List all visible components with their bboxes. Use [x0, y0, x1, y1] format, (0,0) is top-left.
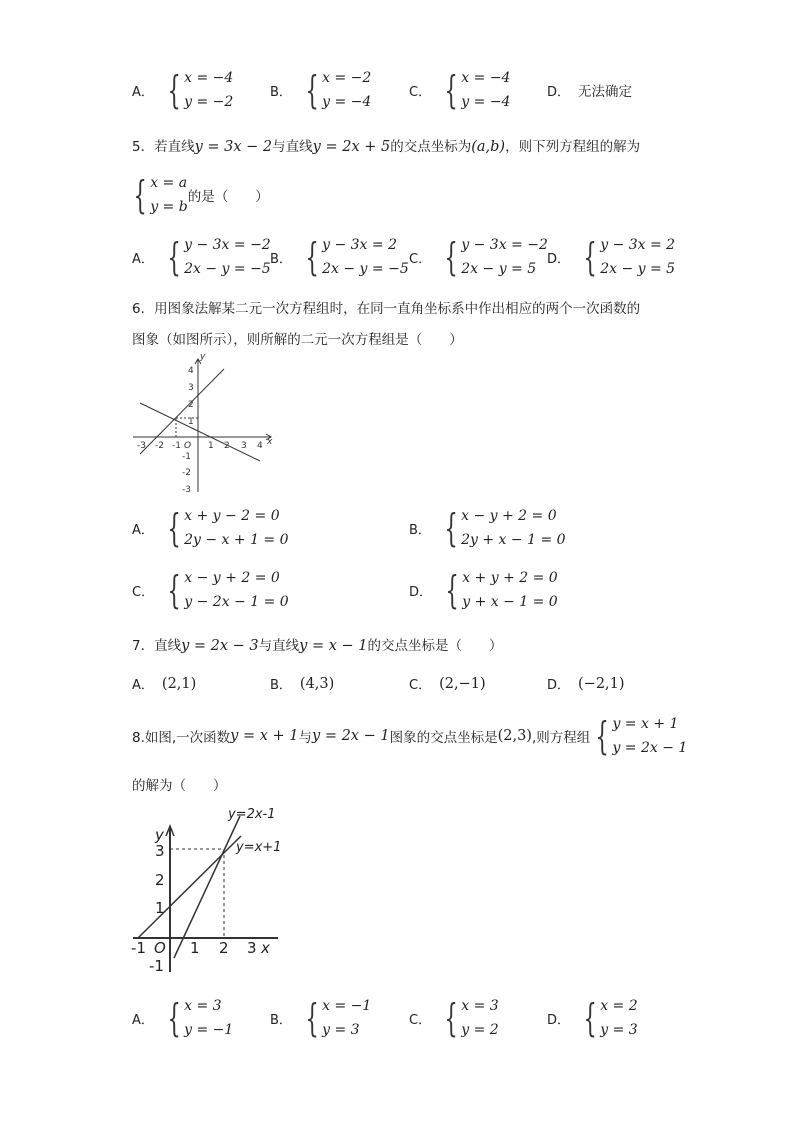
eq-line-1: y − 3x = 2 — [600, 237, 676, 253]
q5-option-d[interactable] — [547, 233, 675, 281]
y-tick: 1 — [188, 417, 194, 427]
option-label: D． — [547, 678, 571, 693]
eq-line-1: y = x + 1 — [612, 716, 679, 732]
y-tick: 1 — [155, 899, 165, 917]
option-label: B． — [270, 84, 292, 100]
eq-line-1: x = −4 — [184, 70, 234, 86]
eq-line-2: y = −4 — [461, 94, 511, 110]
q8-stem-line2: 的解为（ ） — [132, 778, 227, 794]
option-text: 无法确定 — [578, 84, 633, 100]
origin-label: O — [184, 441, 192, 451]
eq-line-2: 2x − y = 5 — [600, 261, 676, 277]
equation-system — [439, 994, 499, 1042]
text: 与直线 — [272, 139, 313, 155]
q6-option-d[interactable] — [409, 566, 558, 614]
equation-system — [162, 66, 233, 114]
math-point: (a,b) — [471, 139, 506, 155]
brace-icon: { — [305, 996, 319, 1040]
option-text: (2,1) — [161, 675, 197, 692]
option-text: (4,3) — [299, 675, 335, 692]
q5-stem-line1 — [132, 135, 640, 155]
q5-stem-line2 — [128, 171, 269, 219]
equation-system — [590, 712, 687, 760]
line-y-2x-minus-1 — [174, 816, 240, 958]
line-label-1: y=2x-1 — [228, 807, 276, 822]
q8-option-b[interactable] — [270, 994, 371, 1042]
q8-options — [0, 994, 794, 1044]
text: 5．若直线 — [132, 139, 195, 155]
eq-line-2: 2x − y = −5 — [184, 261, 271, 277]
eq-line-2: y + x − 1 = 0 — [462, 594, 558, 610]
brace-icon: { — [583, 235, 597, 279]
x-tick: 1 — [208, 441, 214, 451]
solution-system — [128, 171, 188, 219]
x-tick: 2 — [224, 441, 230, 451]
eq-line-2: 2x − y = −5 — [322, 261, 409, 277]
eq-line-1: y − 3x = −2 — [184, 237, 271, 253]
line-y-x-plus-1 — [138, 836, 241, 938]
x-tick: -1 — [172, 441, 181, 451]
q8-option-d[interactable] — [547, 994, 638, 1042]
eq-line-2: 2x − y = 5 — [461, 261, 537, 277]
brace-icon: { — [167, 235, 181, 279]
q4-option-b[interactable] — [270, 66, 371, 114]
q7-option-c[interactable] — [409, 674, 486, 693]
q6-option-a[interactable] — [132, 504, 289, 552]
brace-icon: { — [444, 996, 458, 1040]
q4-option-c[interactable] — [409, 66, 510, 114]
eq-line-1: x = −2 — [322, 70, 372, 86]
text: 8.如图,一次函数 — [132, 730, 231, 746]
q7-stem — [132, 634, 503, 654]
option-label: B． — [270, 251, 292, 267]
q6-stem-line1: 6．用图象法解某二元一次方程组时，在同一直角坐标系中作出相应的两个一次函数的 — [132, 301, 641, 317]
q6-options-ab — [0, 504, 794, 554]
y-tick: 3 — [155, 842, 165, 860]
text: ,则方程组 — [531, 730, 591, 746]
eq-line-1: x = 3 — [461, 998, 499, 1014]
brace-icon: { — [167, 996, 181, 1040]
equation-system — [439, 504, 566, 552]
q4-option-a[interactable] — [132, 66, 233, 114]
text: 的交点坐标是（ ） — [367, 638, 503, 654]
option-label: B． — [270, 678, 292, 693]
option-text: (2,−1) — [439, 675, 486, 692]
y-tick: -2 — [182, 468, 191, 478]
math-f2: y = 2x − 1 — [312, 728, 390, 744]
math-line2: y = x − 1 — [299, 638, 368, 654]
eq-line-2: y = −4 — [322, 94, 372, 110]
option-label: D． — [547, 84, 571, 100]
y-tick: 2 — [155, 871, 165, 889]
option-label: B． — [270, 1012, 292, 1028]
eq-line-2: y = 2x − 1 — [612, 740, 688, 756]
q8-option-c[interactable] — [409, 994, 499, 1042]
q6-options-cd — [0, 566, 794, 616]
eq-line-1: x = 2 — [600, 998, 638, 1014]
option-label: A． — [132, 522, 154, 538]
brace-icon: { — [444, 68, 458, 112]
q8-stem-line1 — [132, 712, 687, 760]
eq-line-2: y = 2 — [461, 1022, 499, 1038]
option-label: D． — [547, 1012, 571, 1028]
q6-stem-line2: 图象（如图所示），则所解的二元一次方程组是（ ） — [132, 332, 463, 348]
line-label-2: y=x+1 — [236, 840, 282, 855]
brace-icon: { — [444, 506, 458, 550]
eq-line-2: y = −1 — [184, 1022, 234, 1038]
y-axis-label: y — [200, 352, 206, 362]
brace-icon: { — [583, 996, 597, 1040]
option-label: C． — [409, 251, 432, 267]
y-tick: 3 — [188, 383, 194, 393]
option-label: C． — [409, 84, 432, 100]
y-tick: -1 — [149, 957, 164, 975]
text: 的是（ ） — [187, 189, 269, 205]
equation-system — [439, 233, 548, 281]
equation-system — [162, 566, 289, 614]
math-line2: y = 2x + 5 — [312, 139, 391, 155]
x-tick: 4 — [257, 441, 263, 451]
y-tick: 2 — [188, 400, 194, 410]
brace-icon: { — [595, 714, 609, 758]
eq-line-2: y = b — [150, 199, 188, 215]
line-shallow — [140, 403, 260, 461]
option-label: A． — [132, 678, 154, 693]
q6-option-c[interactable] — [132, 566, 289, 614]
q8-graph — [128, 800, 288, 978]
x-tick: 2 — [219, 939, 229, 957]
q4-option-d[interactable] — [547, 80, 632, 100]
text: 的交点坐标为 — [390, 139, 472, 155]
q5-option-a[interactable] — [132, 233, 271, 281]
equation-system — [162, 504, 289, 552]
eq-line-2: 2y + x − 1 = 0 — [461, 532, 566, 548]
equation-system — [300, 233, 409, 281]
q7-options — [0, 674, 794, 698]
origin-label: O — [154, 939, 166, 957]
eq-line-2: y = −2 — [184, 94, 234, 110]
x-tick: 1 — [190, 939, 200, 957]
option-text: (−2,1) — [578, 675, 625, 692]
equation-system — [162, 233, 271, 281]
option-label: A． — [132, 1012, 154, 1028]
equation-system — [300, 994, 371, 1042]
math-line1: y = 2x − 3 — [181, 638, 259, 654]
eq-line-1: x = a — [150, 175, 188, 191]
x-tick: 3 — [241, 441, 247, 451]
eq-line-1: x = −1 — [322, 998, 372, 1014]
q6-graph — [128, 352, 278, 498]
x-axis-label: x — [267, 437, 273, 447]
brace-icon: { — [167, 568, 181, 612]
q7-option-a[interactable] — [132, 674, 196, 693]
q5-option-b[interactable] — [270, 233, 409, 281]
q5-option-c[interactable] — [409, 233, 548, 281]
y-tick: -3 — [182, 485, 191, 495]
eq-line-1: x + y + 2 = 0 — [462, 570, 558, 586]
q5-options — [0, 233, 794, 283]
option-label: B． — [409, 522, 431, 538]
eq-line-2: y = 3 — [600, 1022, 638, 1038]
x-tick: 3 — [247, 939, 257, 957]
equation-system — [440, 566, 558, 614]
eq-line-1: y − 3x = −2 — [461, 237, 548, 253]
equation-system — [578, 233, 675, 281]
y-axis-label: y — [155, 826, 164, 844]
option-label: C． — [132, 584, 155, 600]
text: 与直线 — [258, 638, 300, 654]
brace-icon: { — [167, 506, 181, 550]
eq-line-1: y − 3x = 2 — [322, 237, 397, 253]
y-tick: 4 — [188, 366, 194, 376]
option-label: D． — [409, 584, 433, 600]
eq-line-1: x = 3 — [184, 998, 222, 1014]
option-label: A． — [132, 84, 154, 100]
text: 图象的交点坐标是 — [389, 730, 498, 746]
q8-option-a[interactable] — [132, 994, 233, 1042]
math-point: (2,3) — [497, 728, 532, 744]
brace-icon: { — [305, 68, 319, 112]
eq-line-2: 2y − x + 1 = 0 — [184, 532, 289, 548]
option-label: C． — [409, 678, 432, 693]
equation-system — [300, 66, 371, 114]
text: ，则下列方程组的解为 — [505, 139, 641, 155]
eq-line-1: x − y + 2 = 0 — [184, 570, 280, 586]
brace-icon: { — [133, 173, 147, 217]
eq-line-2: y = 3 — [322, 1022, 360, 1038]
eq-line-1: x − y + 2 = 0 — [461, 508, 557, 524]
x-tick: -1 — [131, 939, 146, 957]
eq-line-1: x + y − 2 = 0 — [184, 508, 280, 524]
brace-icon: { — [167, 68, 181, 112]
q7-option-d[interactable] — [547, 674, 625, 693]
equation-system — [439, 66, 510, 114]
brace-icon: { — [445, 568, 459, 612]
brace-icon: { — [444, 235, 458, 279]
q7-option-b[interactable] — [270, 674, 334, 693]
eq-line-2: y − 2x − 1 = 0 — [184, 594, 289, 610]
option-label: C． — [409, 1012, 432, 1028]
text: 7．直线 — [132, 638, 182, 654]
x-axis-label: x — [261, 939, 270, 957]
x-tick: -3 — [137, 441, 146, 451]
eq-line-1: x = −4 — [461, 70, 511, 86]
option-label: A． — [132, 251, 154, 267]
text: 与 — [298, 730, 313, 746]
x-tick: -2 — [155, 441, 164, 451]
brace-icon: { — [305, 235, 319, 279]
math-line1: y = 3x − 2 — [194, 139, 273, 155]
q6-option-b[interactable] — [409, 504, 566, 552]
q4-options — [0, 66, 794, 116]
option-label: D． — [547, 251, 571, 267]
equation-system — [162, 994, 233, 1042]
y-tick: -1 — [182, 452, 191, 462]
math-f1: y = x + 1 — [230, 728, 299, 744]
equation-system — [578, 994, 638, 1042]
